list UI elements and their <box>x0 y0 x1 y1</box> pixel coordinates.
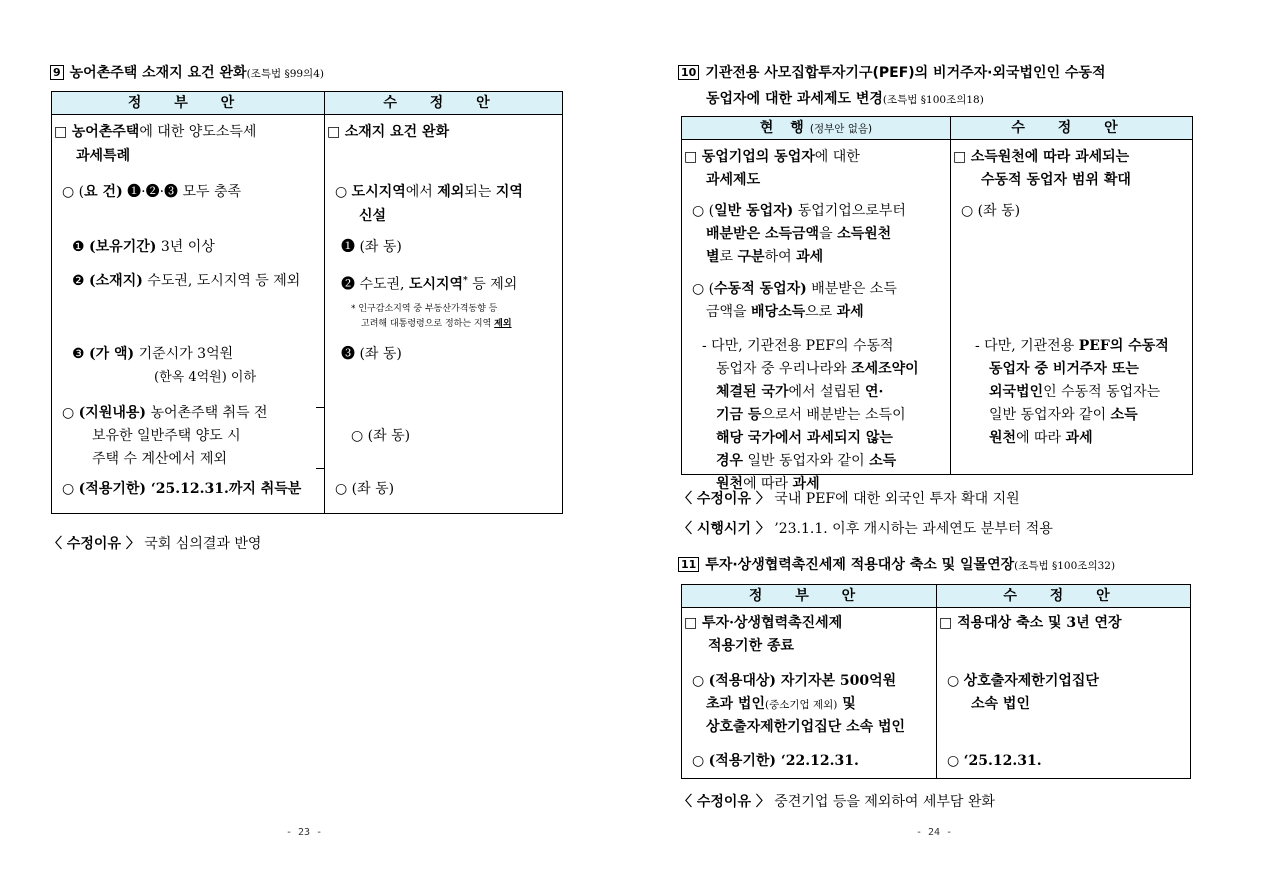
item-line: □ 동업기업의 동업자에 대한 <box>684 149 860 165</box>
item-line: □ 소득원천에 따라 과세되는 <box>953 149 1130 165</box>
passive-partner-line: 금액을 배당소득으로 과세 <box>706 304 864 320</box>
government-proposal-cell <box>682 608 937 779</box>
section-9-table <box>51 91 563 514</box>
proviso-line: - 다만, 기관전용 PEF의 수동적 <box>702 338 894 354</box>
section-number: 10 <box>678 65 699 80</box>
proviso-line: 일반 동업자와 같이 소득 <box>989 407 1138 423</box>
target-line: 소속 법인 <box>971 696 1030 712</box>
item-line: □ 적용대상 축소 및 3년 연장 <box>939 615 1122 631</box>
section-11-title: 11 투자·상생협력촉진세제 적용대상 축소 및 일몰연장(조특법 §100조의32) <box>678 554 1115 574</box>
modified-line: ○ 도시지역에서 제외되는 지역 <box>335 184 523 200</box>
proviso-line: 기금 등으로서 배분받는 소득이 <box>716 407 906 423</box>
target-line: ○ 상호출자제한기업집단 <box>947 673 1099 689</box>
general-partner-line: 별로 구분하여 과세 <box>706 249 824 265</box>
section-10-title-line2: 동업자에 대한 과세제도 변경(조특법 §100조의18) <box>706 91 984 107</box>
target-line: 초과 법인(중소기업 제외) 및 <box>706 696 856 712</box>
header-modified-proposal: 수 정 안 <box>937 585 1191 608</box>
header-modified-proposal: 수 정 안 <box>951 117 1193 140</box>
passive-partner-line: ○ (수동적 동업자) 배분받은 소득 <box>692 281 897 297</box>
same-as-left: ○ (좌 동) <box>335 481 395 497</box>
government-proposal-cell <box>52 115 325 514</box>
modified-proposal-cell <box>951 140 1193 475</box>
requirement-line: ○ (요 건) ❶·❷·❸ 모두 충족 <box>62 184 242 200</box>
section-10-table <box>681 116 1193 492</box>
application-period-line: ○ (적용기한) ‘25.12.31.까지 취득분 <box>62 481 302 497</box>
support-line: ○ (지원내용) 농어촌주택 취득 전 <box>62 405 268 421</box>
header-current: 현 행(정부안 없음) <box>682 117 951 140</box>
footnote: 고려해 대통령령으로 정하는 지역 제외 <box>361 319 512 329</box>
proviso-line: 외국법인인 수동적 동업자는 <box>989 384 1161 400</box>
item-line: □ 투자·상생협력촉진세제 <box>684 615 843 631</box>
item-line: 적용기한 종료 <box>708 638 795 654</box>
reason-line: 〈 수정이유 〉 중견기업 등을 제외하여 세부담 완화 <box>678 794 995 810</box>
section-9-title <box>50 62 324 82</box>
footnote: * 인구감소지역 중 부동산가격동향 등 <box>351 304 498 314</box>
proviso-line: 해당 국가에서 과세되지 않는 <box>716 430 893 446</box>
header-government-proposal: 정 부 안 <box>52 92 325 115</box>
general-partner-line: 배분받은 소득금액을 소득원천 <box>706 226 892 242</box>
effective-date-line: 〈 시행시기 〉 ’23.1.1. 이후 개시하는 과세연도 분부터 적용 <box>678 521 1053 537</box>
law-reference: (조특법 §99의4) <box>246 68 324 80</box>
reason-line: 〈 수정이유 〉 국회 심의결과 반영 <box>48 536 262 552</box>
application-period-line: ○ (적용기한) ‘22.12.31. <box>692 753 859 769</box>
modified-proposal-cell <box>937 608 1191 779</box>
item-line: 과세제도 <box>706 172 761 188</box>
section-number: 9 <box>50 65 64 80</box>
item-line: 수동적 동업자 범위 확대 <box>981 172 1131 188</box>
item-line: □ 소재지 요건 완화 <box>327 124 450 140</box>
proviso-line: 경우 일반 동업자와 같이 소득 <box>716 453 897 469</box>
proviso-line: - 다만, 기관전용 PEF의 수동적 <box>975 338 1169 354</box>
support-line: 주택 수 계산에서 제외 <box>92 451 228 467</box>
modified-line: 신설 <box>359 208 387 224</box>
same-as-left: ○ (좌 동) <box>961 203 1021 219</box>
same-as-left: ○ (좌 동) <box>351 428 411 444</box>
bracket <box>316 407 325 469</box>
section-number: 11 <box>678 557 699 572</box>
proviso-line: 원천에 따라 과세 <box>716 476 820 492</box>
proviso-line: 동업자 중 우리나라와 조세조약이 <box>716 361 919 377</box>
same-as-left: ❶ (좌 동) <box>341 239 402 255</box>
proviso-line: 원천에 따라 과세 <box>989 430 1093 446</box>
current-cell <box>682 140 951 492</box>
proviso-line: 동업자 중 비거주자 또는 <box>989 361 1139 377</box>
location-line: ❷ (소재지) 수도권, 도시지역 등 제외 <box>72 273 301 289</box>
header-government-proposal: 정 부 안 <box>682 585 937 608</box>
target-line: 상호출자제한기업집단 소속 법인 <box>706 719 906 735</box>
target-line: ○ (적용대상) 자기자본 500억원 <box>692 673 897 689</box>
location-line: ❷ 수도권, 도시지역* 등 제외 <box>341 276 518 293</box>
page-number: - 23 - <box>286 827 323 838</box>
header-modified-proposal: 수 정 안 <box>325 92 563 115</box>
same-as-left: ❸ (좌 동) <box>341 346 402 362</box>
reason-line: 〈 수정이유 〉 국내 PEF에 대한 외국인 투자 확대 지원 <box>678 491 1020 507</box>
general-partner-line: ○ (일반 동업자) 동업기업으로부터 <box>692 203 906 219</box>
proviso-line: 체결된 국가에서 설립된 연· <box>716 384 884 400</box>
page-number: - 24 - <box>916 827 953 838</box>
section-10-title: 10 기관전용 사모집합투자기구(PEF)의 비거주자·외국법인인 수동적 <box>678 62 1106 82</box>
price-line: ❸ (가 액) 기준시가 3억원 <box>72 346 234 362</box>
application-period-line: ○ ‘25.12.31. <box>947 753 1042 769</box>
section-11-table <box>681 584 1191 779</box>
section-title-text: 농어촌주택 소재지 요건 완화 <box>69 65 247 81</box>
item-line: □ 농어촌주택에 대한 양도소득세 <box>54 124 257 140</box>
modified-proposal-cell <box>325 115 563 514</box>
item-line: 과세특례 <box>76 148 131 164</box>
holding-period-line: ❶ (보유기간) 3년 이상 <box>72 239 215 255</box>
support-line: 보유한 일반주택 양도 시 <box>92 428 241 444</box>
price-note-line: (한옥 4억원) 이하 <box>154 370 257 385</box>
